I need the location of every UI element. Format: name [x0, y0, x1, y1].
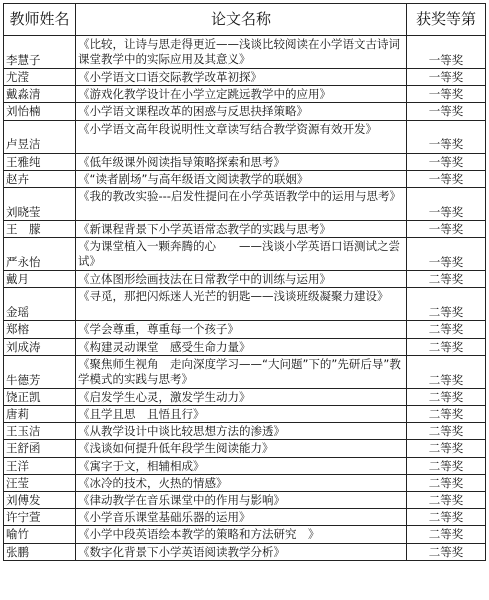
header-paper-title: 论文名称	[76, 4, 407, 36]
table-row	[4, 103, 486, 120]
header-row	[4, 4, 486, 36]
header-teacher-name: 教师姓名	[4, 4, 76, 36]
table-row	[4, 338, 486, 355]
teacher-name: 刘晓莹	[4, 188, 76, 221]
teacher-name: 汪莹	[4, 474, 76, 491]
table-row	[4, 321, 486, 338]
teacher-name: 许宁萱	[4, 509, 76, 526]
paper-title: 《小学中段英语绘本教学的策略和方法研究 》	[76, 526, 407, 543]
teacher-name: 戴月	[4, 271, 76, 288]
table-row	[4, 355, 486, 388]
award-level: 二等奖	[407, 388, 486, 405]
teacher-name: 王舒函	[4, 440, 76, 457]
teacher-name: 李慧子	[4, 36, 76, 69]
paper-title: 《寻觅，那把闪烁迷人光芒的钥匙——浅谈班级凝聚力建设》	[76, 288, 407, 321]
award-level: 一等奖	[407, 86, 486, 103]
paper-title: 《律动教学在音乐课堂中的作用与影响》	[76, 492, 407, 509]
table-row	[4, 492, 486, 509]
table-row	[4, 543, 486, 560]
table-row	[4, 388, 486, 405]
teacher-name: 唐莉	[4, 406, 76, 423]
table-row	[4, 86, 486, 103]
paper-title: 《聚焦师生视角 走向深度学习——“大问题”下的”先研后导”教学模式的实践与思考》	[76, 355, 407, 388]
award-level: 二等奖	[407, 440, 486, 457]
paper-title: 《数字化背景下小学英语阅读教学分析》	[76, 543, 407, 560]
paper-title: 《小学语文口语交际教学改革初探》	[76, 69, 407, 86]
award-level: 二等奖	[407, 457, 486, 474]
table-row	[4, 120, 486, 153]
award-level: 二等奖	[407, 423, 486, 440]
paper-title: 《立体图形绘画技法在日常教学中的训练与运用》	[76, 271, 407, 288]
award-level: 一等奖	[407, 120, 486, 153]
paper-title: 《且学且思 且悟且行》	[76, 406, 407, 423]
paper-title: 《小学语文课程改革的困惑与反思抉择策略》	[76, 103, 407, 120]
teacher-name: 王洋	[4, 457, 76, 474]
paper-title: 《低年级课外阅读指导策略探索和思考》	[76, 153, 407, 170]
teacher-name: 牛德芳	[4, 355, 76, 388]
teacher-name: 金瑶	[4, 288, 76, 321]
table-row	[4, 271, 486, 288]
table-row	[4, 238, 486, 271]
table-row	[4, 69, 486, 86]
paper-title: 《启发学生心灵，激发学生动力》	[76, 388, 407, 405]
award-level: 一等奖	[407, 238, 486, 271]
award-level: 二等奖	[407, 321, 486, 338]
table-row	[4, 509, 486, 526]
award-level: 二等奖	[407, 338, 486, 355]
table-row	[4, 221, 486, 238]
paper-title: 《冰冷的技术，火热的情感》	[76, 474, 407, 491]
award-level: 二等奖	[407, 543, 486, 560]
table-row	[4, 288, 486, 321]
table-row	[4, 440, 486, 457]
award-level: 一等奖	[407, 103, 486, 120]
teacher-name: 尤滢	[4, 69, 76, 86]
teacher-name: 刘傅发	[4, 492, 76, 509]
header-award-level: 获奖等第	[407, 4, 486, 36]
award-level: 一等奖	[407, 188, 486, 221]
paper-title: 《浅谈如何提升低年段学生阅读能力》	[76, 440, 407, 457]
paper-title: 《为课堂植入一颗奔腾的心 ——浅谈小学英语口语测试之尝试》	[76, 238, 407, 271]
teacher-name: 赵卉	[4, 170, 76, 187]
paper-title: 《小学音乐课堂基础乐器的运用》	[76, 509, 407, 526]
table-row	[4, 423, 486, 440]
table-row	[4, 36, 486, 69]
paper-title: 《小学语文高年段说明性文章读写结合教学资源有效开发》	[76, 120, 407, 153]
award-level: 二等奖	[407, 355, 486, 388]
table-row	[4, 406, 486, 423]
teacher-name: 郑榕	[4, 321, 76, 338]
paper-title: 《游戏化教学设计在小学立定跳远教学中的应用》	[76, 86, 407, 103]
award-level: 一等奖	[407, 153, 486, 170]
teacher-name: 刘成涛	[4, 338, 76, 355]
table-row	[4, 153, 486, 170]
paper-title: 《构建灵动课堂 感受生命力量》	[76, 338, 407, 355]
award-level: 二等奖	[407, 492, 486, 509]
teacher-name: 严永怡	[4, 238, 76, 271]
paper-title: 《新课程背景下小学英语常态教学的实践与思考》	[76, 221, 407, 238]
teacher-name: 王玉洁	[4, 423, 76, 440]
award-level: 二等奖	[407, 406, 486, 423]
paper-title: 《我的教改实验---启发性提问在小学英语教学中的运用与思考》	[76, 188, 407, 221]
teacher-name: 戴淼清	[4, 86, 76, 103]
paper-title: 《比较，让诗与思走得更近——浅谈比较阅读在小学语文古诗词课堂教学中的实际应用及其意义》	[76, 36, 407, 69]
award-level: 二等奖	[407, 509, 486, 526]
paper-title: 《寓字于文，相辅相成》	[76, 457, 407, 474]
paper-title: 《“读者剧场”与高年级语文阅读教学的联姻》	[76, 170, 407, 187]
teacher-name: 张鹏	[4, 543, 76, 560]
teacher-name: 喻竹	[4, 526, 76, 543]
award-level: 二等奖	[407, 271, 486, 288]
award-level: 二等奖	[407, 288, 486, 321]
award-level: 二等奖	[407, 526, 486, 543]
teacher-name: 卢昱洁	[4, 120, 76, 153]
teacher-name: 王雅纯	[4, 153, 76, 170]
award-level: 一等奖	[407, 36, 486, 69]
table-row	[4, 474, 486, 491]
paper-title: 《从教学设计中谈比较思想方法的渗透》	[76, 423, 407, 440]
table-row	[4, 526, 486, 543]
award-level: 一等奖	[407, 69, 486, 86]
teacher-name: 饶正凯	[4, 388, 76, 405]
table-row	[4, 188, 486, 221]
award-table	[3, 3, 486, 561]
award-level: 一等奖	[407, 170, 486, 187]
teacher-name: 王 朦	[4, 221, 76, 238]
paper-title: 《学会尊重，尊重每一个孩子》	[76, 321, 407, 338]
table-row	[4, 170, 486, 187]
table-row	[4, 457, 486, 474]
teacher-name: 刘怡楠	[4, 103, 76, 120]
award-level: 二等奖	[407, 474, 486, 491]
award-level: 一等奖	[407, 221, 486, 238]
